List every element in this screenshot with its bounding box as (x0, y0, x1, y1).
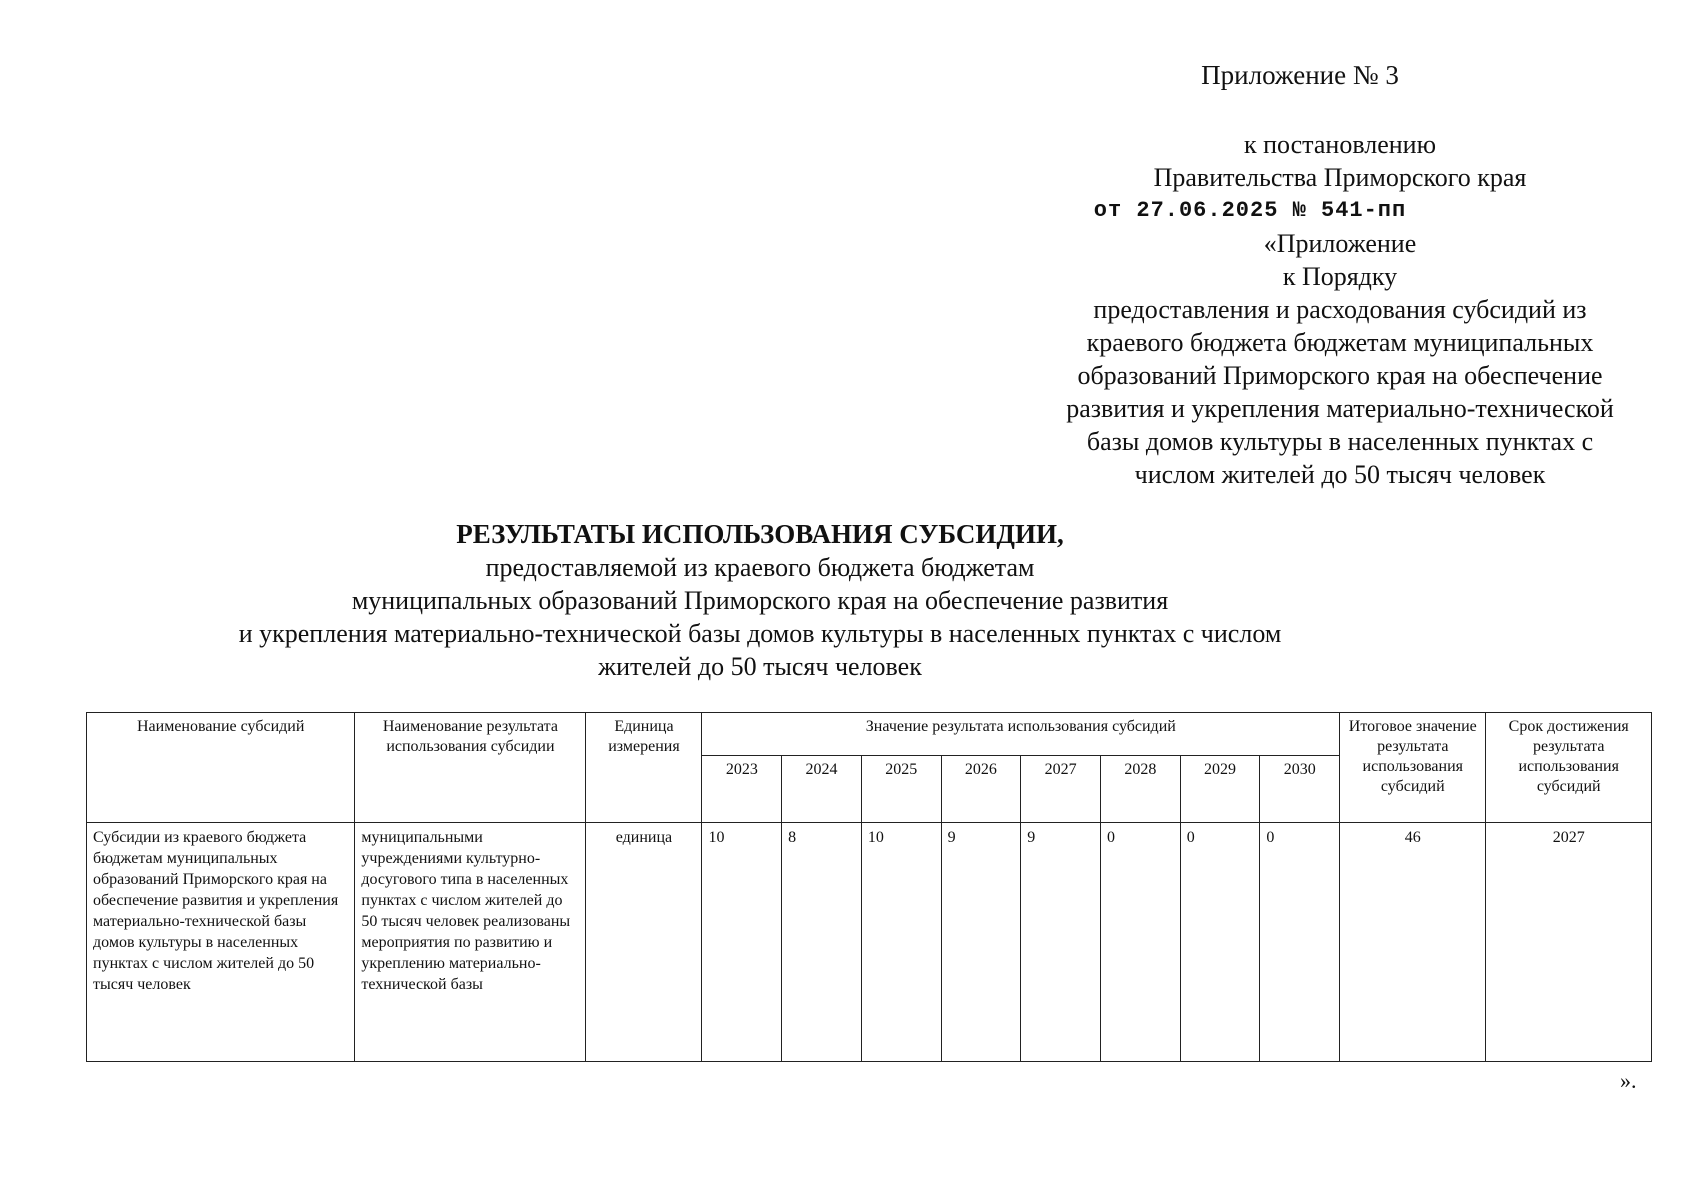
cell-value: 0 (1180, 823, 1260, 1062)
annex-quoted-line: к Порядку (1282, 262, 1398, 291)
title-line: предоставляемой из краевого бюджета бюджетам (485, 553, 1035, 582)
cell-value: 10 (861, 823, 941, 1062)
cell-deadline: 2027 (1486, 823, 1652, 1062)
annex-number: Приложение № 3 (1201, 60, 1399, 90)
annex-reference-block (1030, 128, 1650, 491)
closing-quote-mark: ». (1620, 1068, 1637, 1093)
header-year: 2027 (1021, 756, 1101, 823)
annex-quoted-line: предоставления и расходования субсидий из (1093, 295, 1587, 324)
title-line: муниципальных образований Приморского края на обеспечение развития (351, 586, 1169, 615)
header-deadline: Срок достижения результата использования субсидий (1486, 713, 1652, 823)
header-year: 2024 (782, 756, 862, 823)
title-line: и укрепления материально-технической базы домов культуры в населенных пунктах с числом (238, 619, 1282, 648)
annex-quoted-line: развития и укрепления материально-технической (1066, 394, 1614, 423)
cell-value: 10 (702, 823, 782, 1062)
header-year: 2030 (1260, 756, 1340, 823)
header-result-name: Наименование результата использования субсидии (355, 713, 586, 823)
header-year: 2026 (941, 756, 1021, 823)
cell-value: 8 (782, 823, 862, 1062)
cell-unit: единица (586, 823, 702, 1062)
cell-value: 0 (1100, 823, 1180, 1062)
cell-subsidy-name: Субсидии из краевого бюджета бюджетам муниципальных образований Приморского края на обеспечение развития и укрепления материально-технической базы домов культуры в населенных пунктах с числом жителей до 50 тысяч человек (87, 823, 355, 1062)
header-total: Итоговое значение результата использования субсидий (1340, 713, 1486, 823)
annex-quoted-line: базы домов культуры в населенных пунктах с (1086, 427, 1594, 456)
header-year: 2023 (702, 756, 782, 823)
cell-value: 9 (941, 823, 1021, 1062)
header-subsidy-name: Наименование субсидий (87, 713, 355, 823)
title-line: жителей до 50 тысяч человек (598, 652, 922, 681)
annex-line: Правительства Приморского края (1153, 163, 1527, 192)
cell-value: 0 (1260, 823, 1340, 1062)
header-unit: Единица измерения (586, 713, 702, 823)
header-year: 2028 (1100, 756, 1180, 823)
annex-quoted-line: краевого бюджета бюджетам муниципальных (1086, 328, 1594, 357)
header-year: 2025 (861, 756, 941, 823)
cell-total: 46 (1340, 823, 1486, 1062)
cell-value: 9 (1021, 823, 1101, 1062)
annex-quoted-line: числом жителей до 50 тысяч человек (1134, 460, 1546, 489)
annex-quoted-line: образований Приморского края на обеспечение (1077, 361, 1603, 390)
title-main: РЕЗУЛЬТАТЫ ИСПОЛЬЗОВАНИЯ СУБСИДИИ, (456, 519, 1064, 549)
header-value-group: Значение результата использования субсидий (702, 713, 1340, 756)
cell-result-name: муниципальными учреждениями культурно-досугового типа в населенных пунктах с числом жителей до 50 тысяч человек реализованы мероприятия по развитию и укреплению материально-технической базы (355, 823, 586, 1062)
results-table (86, 712, 1652, 1062)
annex-line: к постановлению (1243, 130, 1437, 159)
decree-stamp: от 27.06.2025 № 541-пп (1093, 198, 1407, 223)
document-title (160, 518, 1360, 683)
table-row (87, 823, 1652, 1062)
header-year: 2029 (1180, 756, 1260, 823)
annex-quoted-line: «Приложение (1263, 229, 1417, 258)
